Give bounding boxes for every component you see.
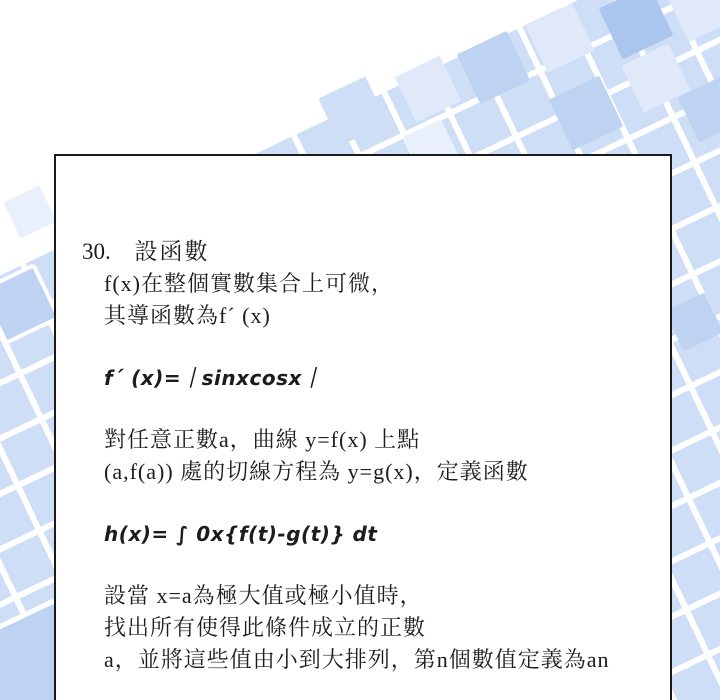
problem-line: (a,f(a)) 處的切線方程為 y=g(x)，定義函數 (104, 459, 529, 484)
paragraph-3 (104, 424, 650, 488)
paragraph-2 (104, 362, 650, 394)
problem-line: 對任意正數a，曲線 y=f(x) 上點 (104, 427, 421, 452)
problem-heading-row (82, 236, 650, 268)
problem-line: f(x)在整個實數集合上可微， (104, 271, 394, 296)
decor-square (3, 185, 56, 238)
formula-integral: h(x)= ∫ 0x{f(t)-g(t)} dt (104, 522, 378, 546)
problem-line: 設當 x=a為極大值或極小值時， (104, 583, 423, 608)
problem-card (54, 154, 672, 700)
paragraph-4 (104, 518, 650, 550)
problem-heading: 設函數 (134, 239, 210, 264)
problem-line: a，並將這些值由小到大排列，第n個數值定義為an (104, 647, 610, 672)
problem-line: 找出所有使得此條件成立的正數 (104, 615, 427, 640)
problem-number: 30. (82, 239, 111, 264)
problem-body (56, 156, 670, 676)
paragraph-1 (104, 268, 650, 332)
paragraph-5 (104, 580, 650, 676)
formula-derivative: f´ (x)=｜sinxcosx｜ (104, 366, 323, 390)
problem-line: 其導函數為f´ (x) (104, 303, 271, 328)
